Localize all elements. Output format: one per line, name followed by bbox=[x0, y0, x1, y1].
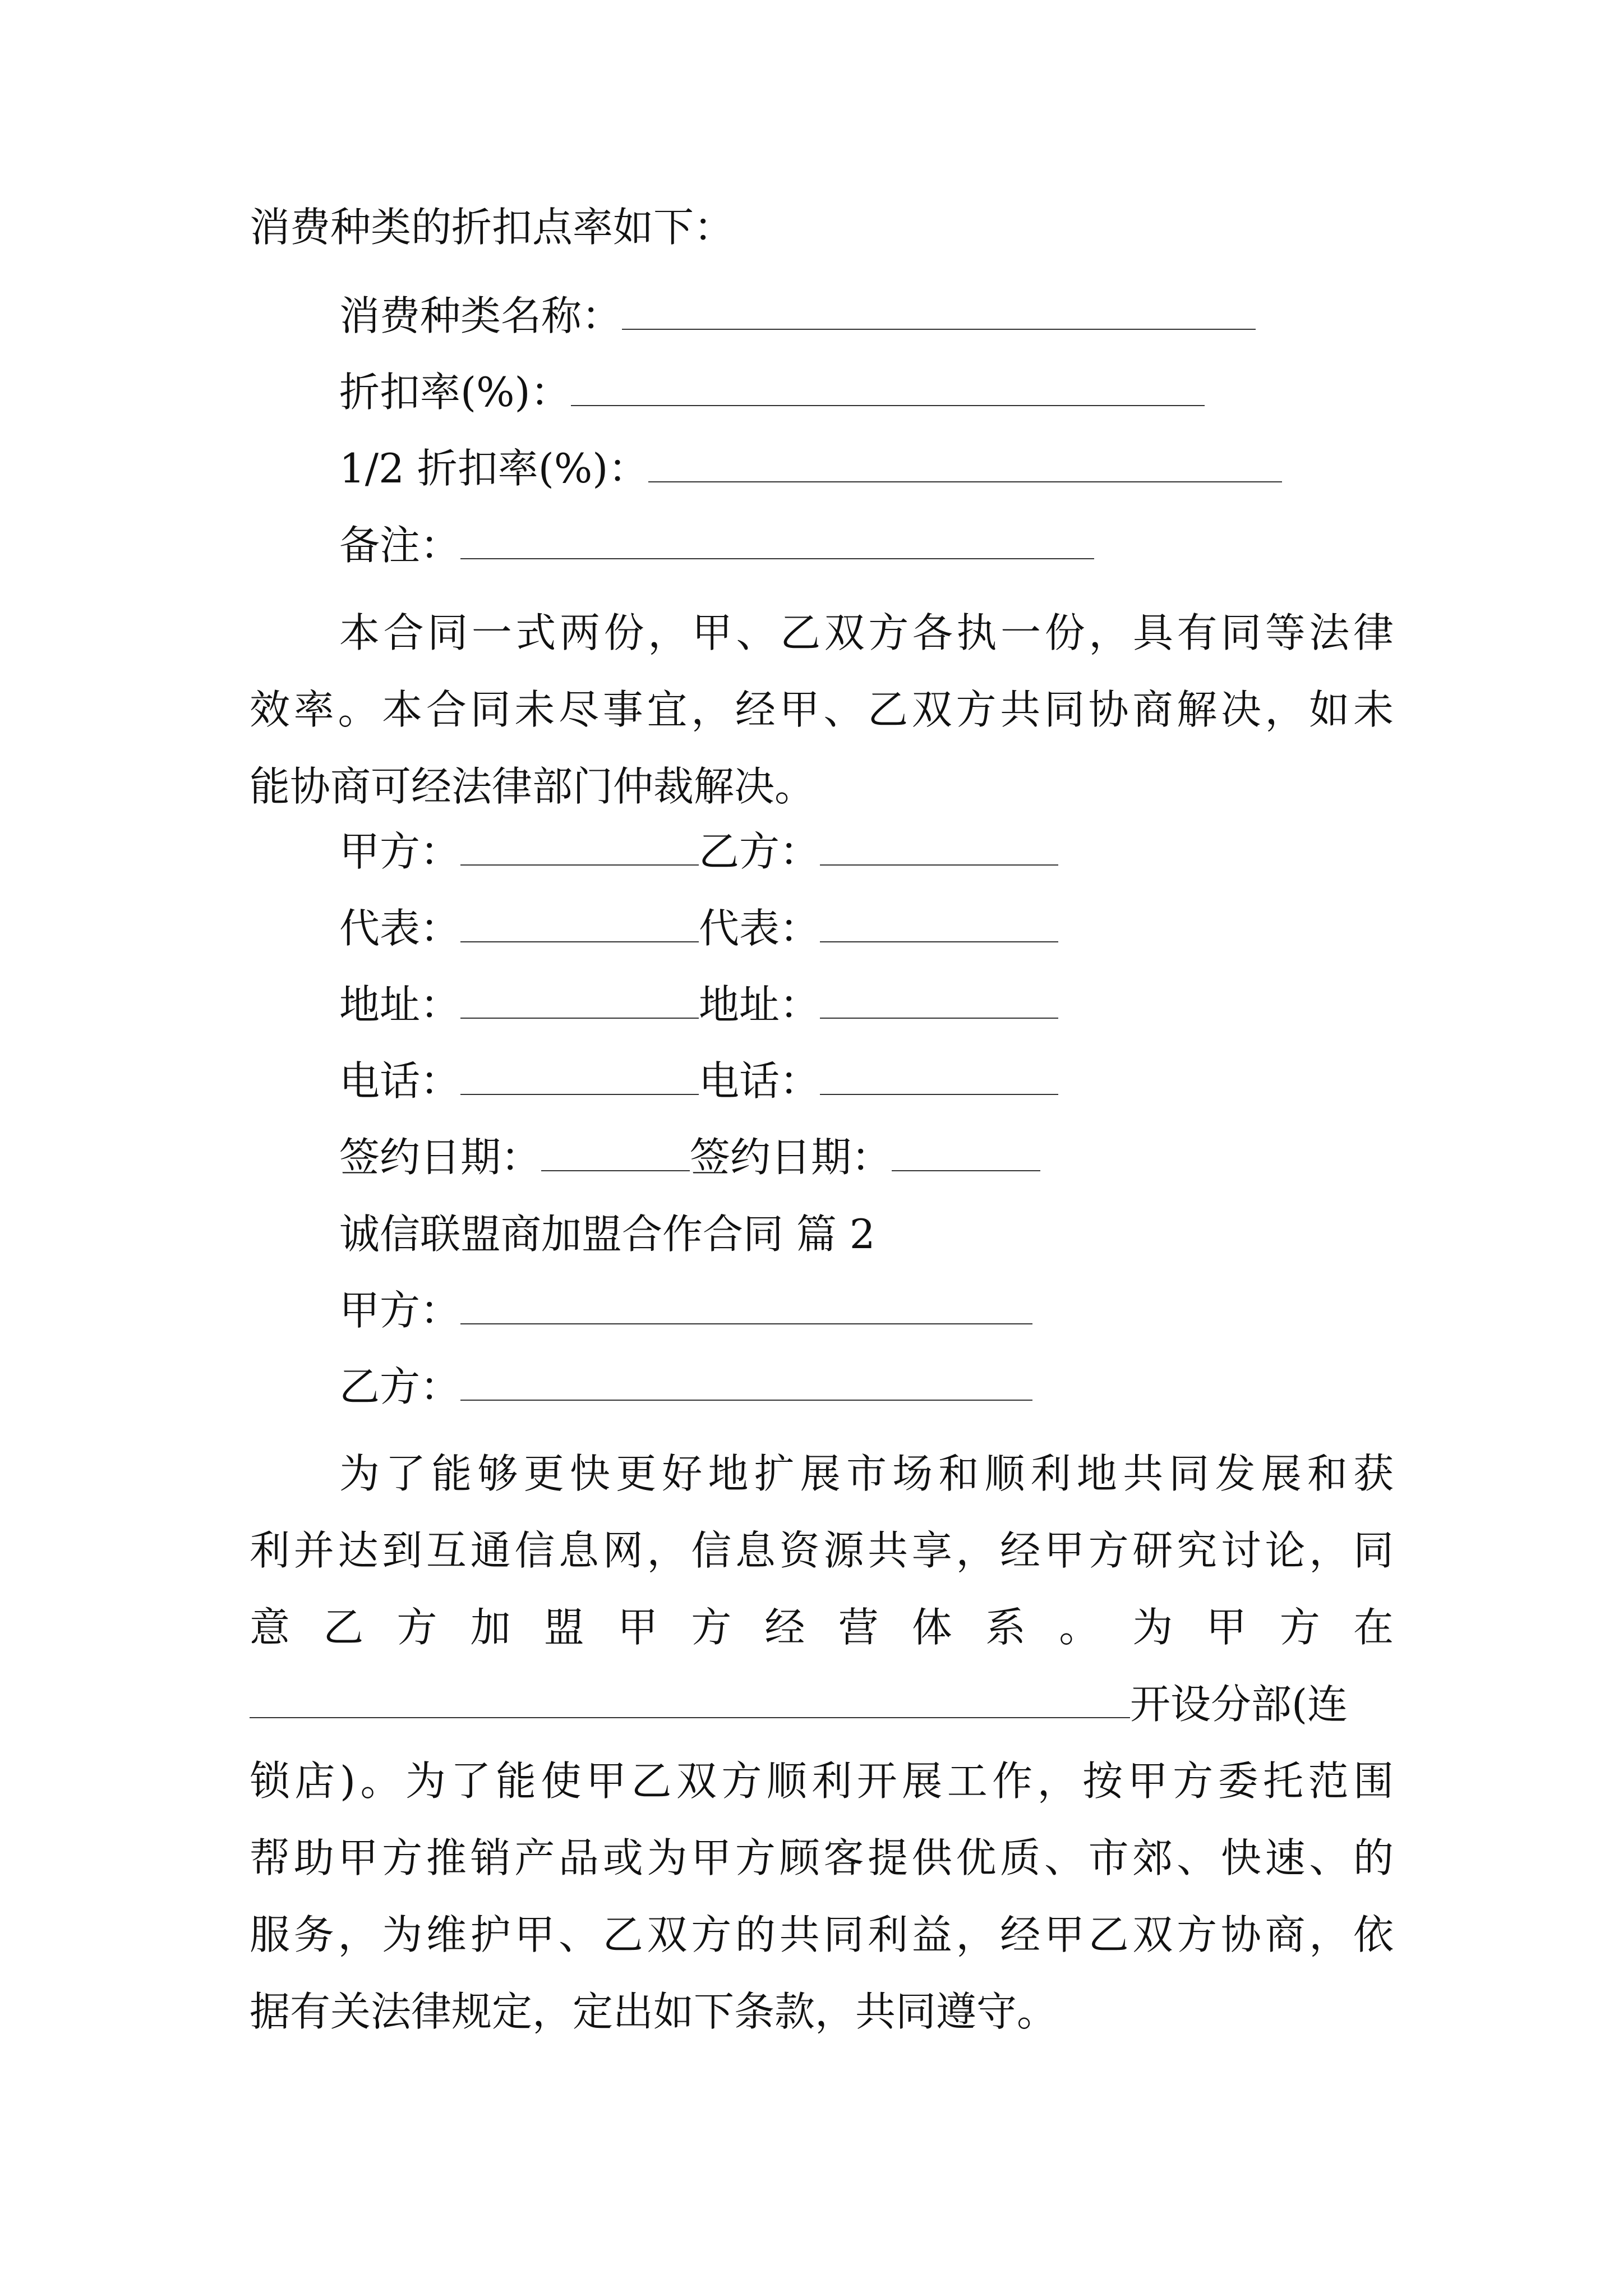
blank-line[interactable] bbox=[460, 1282, 1032, 1324]
signature-label-right: 乙方： bbox=[699, 828, 820, 875]
blank-line[interactable] bbox=[571, 364, 1205, 406]
blank-line[interactable] bbox=[460, 1358, 1032, 1401]
blank-line[interactable] bbox=[622, 287, 1256, 330]
signature-row-representative bbox=[339, 898, 1058, 959]
paragraph-line-with-blank bbox=[250, 1666, 1394, 1743]
blank-line[interactable] bbox=[250, 1676, 1130, 1718]
party-label: 乙方： bbox=[339, 1363, 461, 1410]
blank-suffix-text: 开设分部(连 bbox=[1130, 1681, 1348, 1728]
field-label: 消费种类名称： bbox=[339, 292, 623, 339]
paragraph-line: 锁店)。为了能使甲乙双方顺利开展工作，按甲方委托范围 bbox=[250, 1757, 1394, 1805]
blank-line[interactable] bbox=[892, 1129, 1040, 1171]
blank-line[interactable] bbox=[820, 1052, 1058, 1095]
signature-label-right: 地址： bbox=[699, 981, 820, 1028]
field-half-discount-rate bbox=[339, 438, 1282, 499]
paragraph-line: 为了能够更快更好地扩展市场和顺利地共同发展和获 bbox=[339, 1450, 1394, 1497]
paragraph-line: 能协商可经法律部门仲裁解决。 bbox=[250, 763, 815, 810]
blank-line[interactable] bbox=[820, 976, 1058, 1019]
party-a-row bbox=[339, 1280, 1032, 1341]
blank-line[interactable] bbox=[460, 976, 699, 1019]
paragraph-line: 意乙方加盟甲方经营体系。为甲方在 bbox=[250, 1604, 1394, 1651]
blank-line[interactable] bbox=[820, 823, 1058, 866]
party-b-row bbox=[339, 1356, 1032, 1418]
field-label: 折扣率(%)： bbox=[339, 369, 571, 416]
signature-row-date bbox=[339, 1126, 1040, 1188]
paragraph-line: 利并达到互通信息网，信息资源共享，经甲方研究讨论，同 bbox=[250, 1527, 1394, 1574]
signature-label-right: 代表： bbox=[699, 905, 820, 952]
paragraph-line: 据有关法律规定，定出如下条款，共同遵守。 bbox=[250, 1988, 1058, 2035]
field-label: 1/2 折扣率(%)： bbox=[339, 445, 649, 492]
blank-line[interactable] bbox=[648, 440, 1282, 482]
paragraph-line: 服务，为维护甲、乙双方的共同利益，经甲乙双方协商，依 bbox=[250, 1911, 1394, 1958]
blank-line[interactable] bbox=[460, 823, 699, 866]
blank-line[interactable] bbox=[460, 517, 1094, 559]
party-label: 甲方： bbox=[339, 1287, 461, 1334]
signature-label-right: 签约日期： bbox=[690, 1134, 892, 1181]
signature-row-party bbox=[339, 821, 1058, 882]
field-label: 备注： bbox=[339, 522, 461, 569]
paragraph-line: 效率。本合同未尽事宜，经甲、乙双方共同协商解决，如未 bbox=[250, 686, 1394, 733]
signature-label-right: 电话： bbox=[699, 1057, 820, 1105]
closing-paragraph bbox=[250, 595, 1394, 825]
field-discount-rate bbox=[339, 361, 1205, 423]
signature-label-left: 甲方： bbox=[339, 828, 461, 875]
blank-line[interactable] bbox=[820, 900, 1058, 942]
paragraph-line: 本合同一式两份，甲、乙双方各执一份，具有同等法律 bbox=[339, 609, 1394, 656]
section-title: 诚信联盟商加盟合作合同 篇 2 bbox=[339, 1211, 875, 1258]
blank-line[interactable] bbox=[541, 1129, 690, 1171]
signature-row-address bbox=[339, 974, 1058, 1036]
blank-line[interactable] bbox=[460, 1052, 699, 1095]
field-consumption-type bbox=[339, 285, 1256, 347]
signature-label-left: 电话： bbox=[339, 1057, 461, 1105]
intro-text: 消费种类的折扣点率如下： bbox=[250, 204, 735, 251]
signature-label-left: 地址： bbox=[339, 981, 461, 1028]
blank-line[interactable] bbox=[460, 900, 699, 942]
signature-label-left: 代表： bbox=[339, 905, 461, 952]
field-remarks bbox=[339, 514, 1094, 576]
paragraph-line: 帮助甲方推销产品或为甲方顾客提供优质、市郊、快速、的 bbox=[250, 1834, 1394, 1881]
signature-row-phone bbox=[339, 1050, 1058, 1112]
signature-label-left: 签约日期： bbox=[339, 1134, 542, 1181]
body-paragraph bbox=[250, 1435, 1394, 2050]
